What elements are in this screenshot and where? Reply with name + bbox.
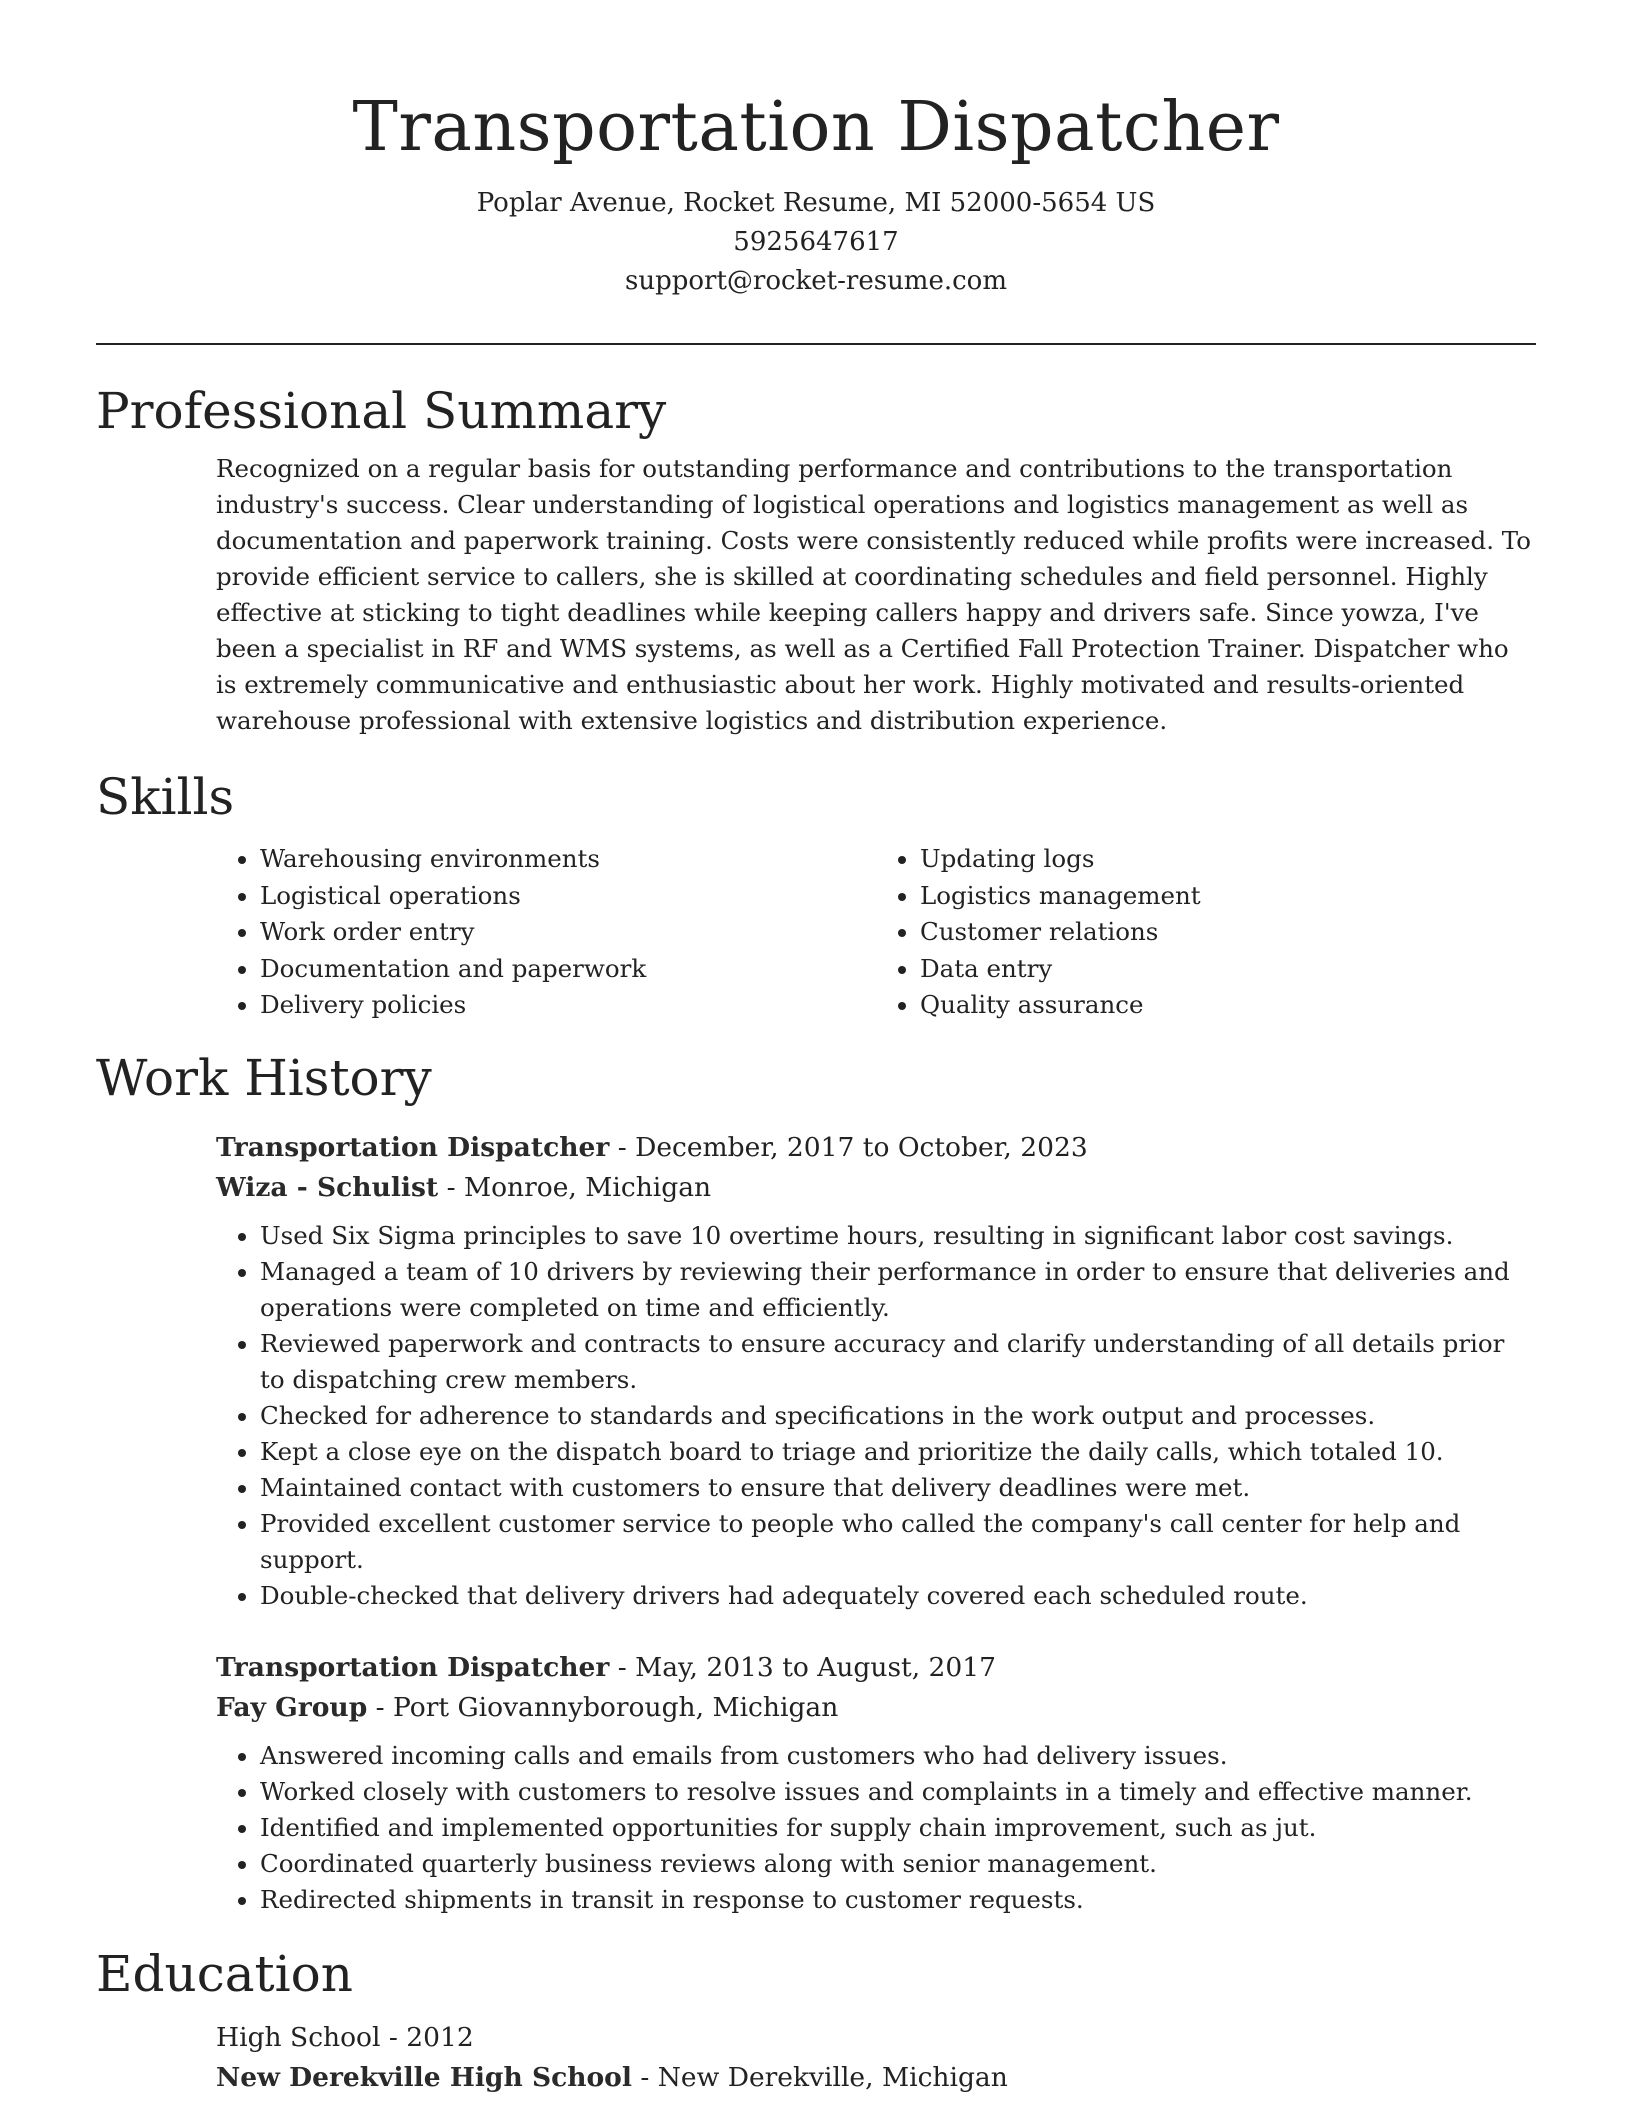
job-bullet: • Kept a close eye on the dispatch board to triage and prioritize the daily calls, which totaled 10. xyxy=(260,1434,1536,1470)
work-history-section xyxy=(96,1046,1536,1918)
education-body xyxy=(216,2018,1536,2098)
job-title-line xyxy=(216,1648,1536,1688)
resume-header xyxy=(96,0,1536,301)
header-divider xyxy=(96,343,1536,345)
contact-info xyxy=(96,184,1536,301)
skills-section xyxy=(96,765,1536,1024)
professional-summary-section xyxy=(96,379,1536,739)
skill-item: • Logistical operations xyxy=(260,878,876,915)
summary-body xyxy=(216,451,1536,739)
skill-item: • Warehousing environments xyxy=(260,841,876,878)
skill-item: • Customer relations xyxy=(920,914,1536,951)
section-title-education: Education xyxy=(96,1944,353,2003)
skills-column-right xyxy=(876,841,1536,1024)
resume-name: Transportation Dispatcher xyxy=(352,88,1280,167)
job-bullet: • Provided excellent customer service to people who called the company's call center for help and support. xyxy=(260,1506,1536,1578)
education-degree-line xyxy=(216,2018,1536,2058)
education-school-line xyxy=(216,2058,1536,2098)
job-bullet: • Managed a team of 10 drivers by reviewing their performance in order to ensure that deliveries and operations were completed on time and efficiently. xyxy=(260,1254,1536,1326)
contact-phone: 5925647617 xyxy=(733,227,899,257)
job-location: - Monroe, Michigan xyxy=(438,1171,712,1203)
job-bullet: • Used Six Sigma principles to save 10 overtime hours, resulting in significant labor cost savings. xyxy=(260,1218,1536,1254)
skill-item: • Data entry xyxy=(920,951,1536,988)
job-entry xyxy=(216,1648,1536,1918)
contact-email: support@rocket-resume.com xyxy=(624,266,1007,296)
contact-address: Poplar Avenue, Rocket Resume, MI 52000-5654 US xyxy=(476,188,1156,218)
skills-grid xyxy=(216,841,1536,1024)
job-company: Wiza - Schulist xyxy=(216,1171,439,1203)
job-bullet: • Redirected shipments in transit in response to customer requests. xyxy=(260,1882,1536,1918)
job-dates: - December, 2017 to October, 2023 xyxy=(609,1131,1088,1163)
section-title-summary: Professional Summary xyxy=(96,382,667,440)
job-bullet: • Coordinated quarterly business reviews along with senior management. xyxy=(260,1846,1536,1882)
job-location: - Port Giovannyborough, Michigan xyxy=(367,1691,839,1723)
job-bullet: • Answered incoming calls and emails from customers who had delivery issues. xyxy=(260,1738,1536,1774)
job-bullets xyxy=(216,1738,1536,1918)
education-degree: High School xyxy=(216,2021,381,2053)
education-year: - 2012 xyxy=(380,2021,474,2053)
job-bullet: • Checked for adherence to standards and specifications in the work output and processes. xyxy=(260,1398,1536,1434)
skill-item: • Work order entry xyxy=(260,914,876,951)
education-school: New Derekville High School xyxy=(216,2061,632,2093)
job-bullet: • Maintained contact with customers to ensure that delivery deadlines were met. xyxy=(260,1470,1536,1506)
skill-item: • Logistics management xyxy=(920,878,1536,915)
skills-column-left xyxy=(216,841,876,1024)
skill-item: • Updating logs xyxy=(920,841,1536,878)
job-bullet: • Identified and implemented opportunities for supply chain improvement, such as jut. xyxy=(260,1810,1536,1846)
job-role: Transportation Dispatcher xyxy=(216,1131,610,1163)
summary-text: Recognized on a regular basis for outstanding performance and contributions to the transportation industry's success. Clear understanding of logistical operations and logistics management as well as documentation and paperwork training. Costs were consistently reduced while profits were increased. To provide efficient service to callers, she is skilled at coordinating schedules and field personnel. Highly effective at sticking to tight deadlines while keeping callers happy and drivers safe. Since yowza, I've been a specialist in RF and WMS systems, as well as a Certified Fall Protection Trainer. Dispatcher who is extremely communicative and enthusiastic about her work. Highly motivated and results-oriented warehouse professional with extensive logistics and distribution experience. xyxy=(216,454,1531,735)
job-bullet: • Worked closely with customers to resolve issues and complaints in a timely and effective manner. xyxy=(260,1774,1536,1810)
job-company-line xyxy=(216,1168,1536,1208)
section-title-skills: Skills xyxy=(96,768,235,826)
job-company-line xyxy=(216,1688,1536,1728)
job-entry xyxy=(216,1128,1536,1614)
skill-item: • Quality assurance xyxy=(920,987,1536,1024)
job-bullets xyxy=(216,1218,1536,1614)
job-bullet: • Reviewed paperwork and contracts to ensure accuracy and clarify understanding of all details prior to dispatching crew members. xyxy=(260,1326,1536,1398)
job-company: Fay Group xyxy=(216,1691,368,1723)
education-section xyxy=(96,1942,1536,2098)
job-role: Transportation Dispatcher xyxy=(216,1651,610,1683)
job-dates: - May, 2013 to August, 2017 xyxy=(609,1651,996,1683)
skill-item: • Delivery policies xyxy=(260,987,876,1024)
education-location: - New Derekville, Michigan xyxy=(631,2061,1008,2093)
work-history-body xyxy=(216,1128,1536,1918)
job-title-line xyxy=(216,1128,1536,1168)
job-bullet: • Double-checked that delivery drivers had adequately covered each scheduled route. xyxy=(260,1578,1536,1614)
section-title-work: Work History xyxy=(96,1048,432,1107)
skill-item: • Documentation and paperwork xyxy=(260,951,876,988)
